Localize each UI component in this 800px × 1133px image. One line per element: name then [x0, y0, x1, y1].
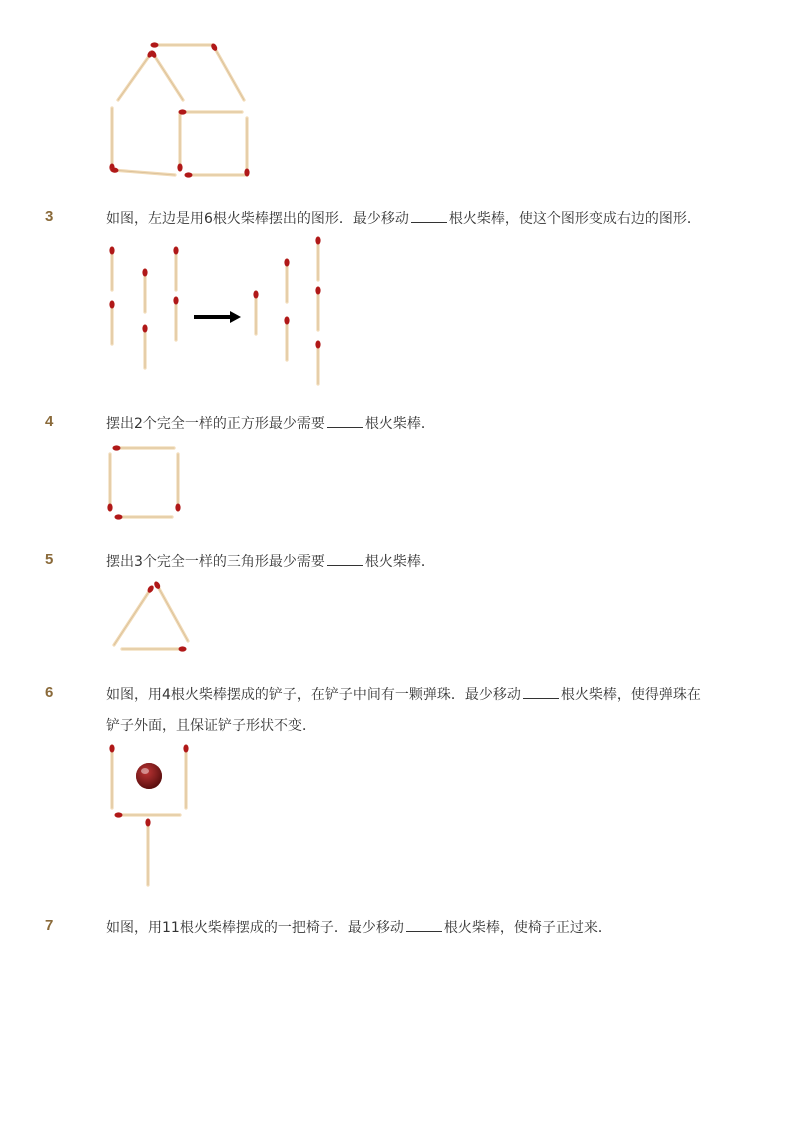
- matchstick-icon: [253, 291, 258, 335]
- matchstick-icon: [107, 454, 112, 512]
- matchstick-icon: [315, 237, 320, 281]
- matchstick-icon: [110, 167, 175, 175]
- matchstick-icon: [151, 42, 214, 47]
- question-number-6: 6: [45, 684, 54, 701]
- matchstick-icon: [142, 325, 147, 369]
- question-6-text-after: 根火柴棒，使得弹珠在: [560, 687, 701, 703]
- matchstick-icon: [109, 247, 114, 291]
- arrow-right-icon: [194, 311, 241, 323]
- question-text-3: [106, 208, 701, 229]
- q3-matchstick-figure: [0, 230, 800, 390]
- matchstick-icon: [177, 112, 182, 172]
- house-matchstick-figure: [0, 0, 800, 200]
- matchstick-icon: [118, 49, 155, 100]
- matchstick-icon: [145, 819, 150, 886]
- question-text-7: [106, 917, 612, 938]
- matchstick-icon: [109, 745, 114, 809]
- answer-blank-7[interactable]: [406, 917, 442, 932]
- matchstick-icon: [183, 745, 188, 809]
- matchstick-icon: [142, 269, 147, 313]
- matchstick-icon: [244, 118, 249, 177]
- answer-blank-6[interactable]: [523, 684, 559, 699]
- question-text-5: [106, 551, 435, 572]
- answer-blank-4[interactable]: [327, 413, 363, 428]
- q4-square-figure: [0, 440, 800, 540]
- q6-shovel-figure: [0, 740, 800, 890]
- question-text-4: [106, 413, 435, 434]
- matchstick-icon: [173, 247, 178, 291]
- matchstick-icon: [122, 646, 187, 651]
- matchstick-icon: [185, 172, 246, 177]
- question-number-4: 4: [45, 413, 54, 430]
- answer-blank-5[interactable]: [327, 551, 363, 566]
- matchstick-icon: [153, 580, 188, 641]
- answer-blank-3[interactable]: [411, 208, 447, 223]
- matchstick-icon: [113, 445, 175, 450]
- matchstick-icon: [315, 341, 320, 385]
- question-7-text-before: 如图，用11根火柴棒摆成的一把椅子．最少移动: [106, 920, 404, 936]
- question-5-text-after: 根火柴棒．: [364, 554, 435, 570]
- matchstick-icon: [149, 49, 183, 100]
- question-number-7: 7: [45, 917, 54, 934]
- matchstick-icon: [115, 812, 181, 817]
- marble-icon: [136, 763, 162, 789]
- question-7-text-after: 根火柴棒，使椅子正过来．: [443, 920, 612, 936]
- matchstick-icon: [109, 301, 114, 345]
- q5-triangle-figure: [0, 575, 800, 665]
- matchstick-icon: [315, 287, 320, 331]
- question-number-3: 3: [45, 208, 54, 225]
- matchstick-icon: [179, 109, 243, 114]
- matchstick-icon: [109, 108, 114, 172]
- matchstick-icon: [284, 259, 289, 303]
- question-5-text-before: 摆出3个完全一样的三角形最少需要: [106, 554, 325, 570]
- question-4-text-before: 摆出2个完全一样的正方形最少需要: [106, 416, 325, 432]
- question-3-text-before: 如图，左边是用6根火柴棒摆出的图形．最少移动: [106, 211, 409, 227]
- matchstick-icon: [115, 514, 173, 519]
- matchstick-icon: [210, 42, 244, 100]
- question-text-6-line2: 铲子外面，且保证铲子形状不变．: [106, 718, 316, 734]
- question-4-text-after: 根火柴棒．: [364, 416, 435, 432]
- matchstick-icon: [114, 584, 155, 645]
- matchstick-icon: [173, 297, 178, 341]
- matchstick-icon: [175, 454, 180, 512]
- question-3-text-after: 根火柴棒，使这个图形变成右边的图形．: [448, 211, 701, 227]
- question-6-text-before: 如图，用4根火柴棒摆成的铲子，在铲子中间有一颗弹珠．最少移动: [106, 687, 521, 703]
- matchstick-icon: [284, 317, 289, 361]
- question-number-5: 5: [45, 551, 54, 568]
- question-text-6: [106, 684, 701, 705]
